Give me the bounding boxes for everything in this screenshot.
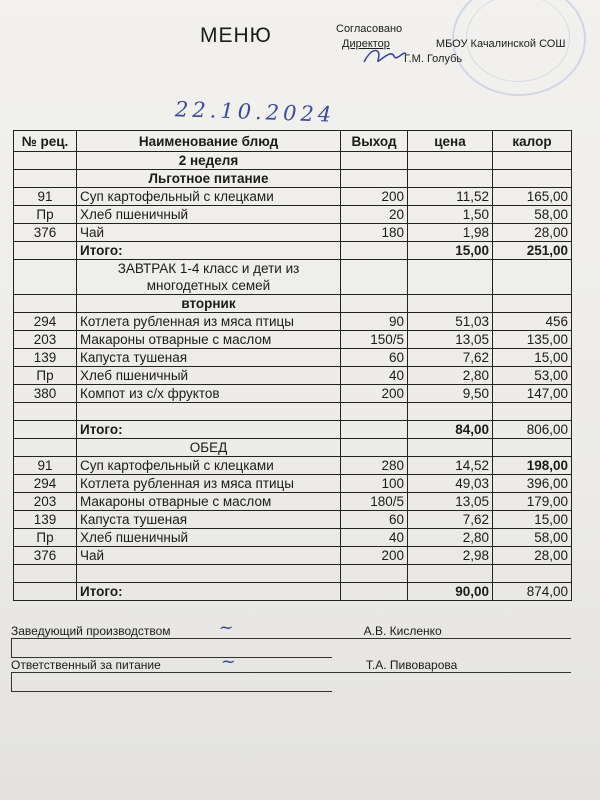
menu-table <box>13 130 572 601</box>
table-row: Пр Хлеб пшеничный 20 1,50 58,00 <box>14 206 572 224</box>
table-row: 139 Капуста тушеная 60 7,62 15,00 <box>14 511 572 529</box>
table-row: 139 Капуста тушеная 60 7,62 15,00 <box>14 349 572 367</box>
table-row: 294 Котлета рубленная из мяса птицы 100 49,03 396,00 <box>14 475 572 493</box>
table-row: 376 Чай 200 2,98 28,00 <box>14 547 572 565</box>
nutrition-name: Т.А. Пивоварова <box>365 658 458 672</box>
director-signature <box>360 44 410 68</box>
production-signature: ~ <box>218 617 234 638</box>
section-benefit: Льготное питание <box>77 170 341 188</box>
day-label: вторник <box>77 295 341 313</box>
school-name: МБОУ Качалинской СОШ <box>435 38 566 50</box>
table-header-row <box>14 131 572 152</box>
page-title: МЕНЮ <box>200 24 272 47</box>
approved-label: Согласовано <box>336 23 403 35</box>
total-row: Итого: 15,00 251,00 <box>14 242 572 260</box>
nutrition-signature: ~ <box>220 651 236 672</box>
header-calories: калор <box>493 131 572 152</box>
menu-date: 22.10.2024 <box>174 97 336 127</box>
director-name: Г.М. Голубь <box>404 53 463 65</box>
table-row: Пр Хлеб пшеничный 40 2,80 58,00 <box>14 529 572 547</box>
table-row: 91 Суп картофельный с клецками 200 11,52 165,00 <box>14 188 572 206</box>
total-row: Итого: 84,00 806,00 <box>14 421 572 439</box>
nutrition-signature-block <box>11 651 571 692</box>
header-recipe: № рец. <box>14 131 77 152</box>
table-row: 203 Макароны отварные с маслом 150/5 13,05 135,00 <box>14 331 572 349</box>
table-row: 294 Котлета рубленная из мяса птицы 90 51,03 456 <box>14 313 572 331</box>
week-label: 2 неделя <box>77 152 341 170</box>
table-row: 380 Компот из с/х фруктов 200 9,50 147,00 <box>14 385 572 403</box>
director-label: Директор <box>342 38 390 50</box>
total-row: Итого: 90,00 874,00 <box>14 583 572 601</box>
production-name: А.В. Кисленко <box>363 624 442 638</box>
production-label: Заведующий производством <box>11 624 171 638</box>
section-lunch: ОБЕД <box>77 439 341 457</box>
header-dish: Наименование блюд <box>77 131 341 152</box>
nutrition-label: Ответственный за питание <box>11 658 161 672</box>
table-row: 376 Чай 180 1,98 28,00 <box>14 224 572 242</box>
production-signature-block <box>11 617 571 658</box>
header-yield: Выход <box>341 131 408 152</box>
table-row: 91 Суп картофельный с клецками 280 14,52 198,00 <box>14 457 572 475</box>
header-price: цена <box>408 131 493 152</box>
section-breakfast: ЗАВТРАК 1-4 класс и дети из многодетных семей <box>77 260 341 295</box>
table-row: 203 Макароны отварные с маслом 180/5 13,05 179,00 <box>14 493 572 511</box>
table-row: Пр Хлеб пшеничный 40 2,80 53,00 <box>14 367 572 385</box>
